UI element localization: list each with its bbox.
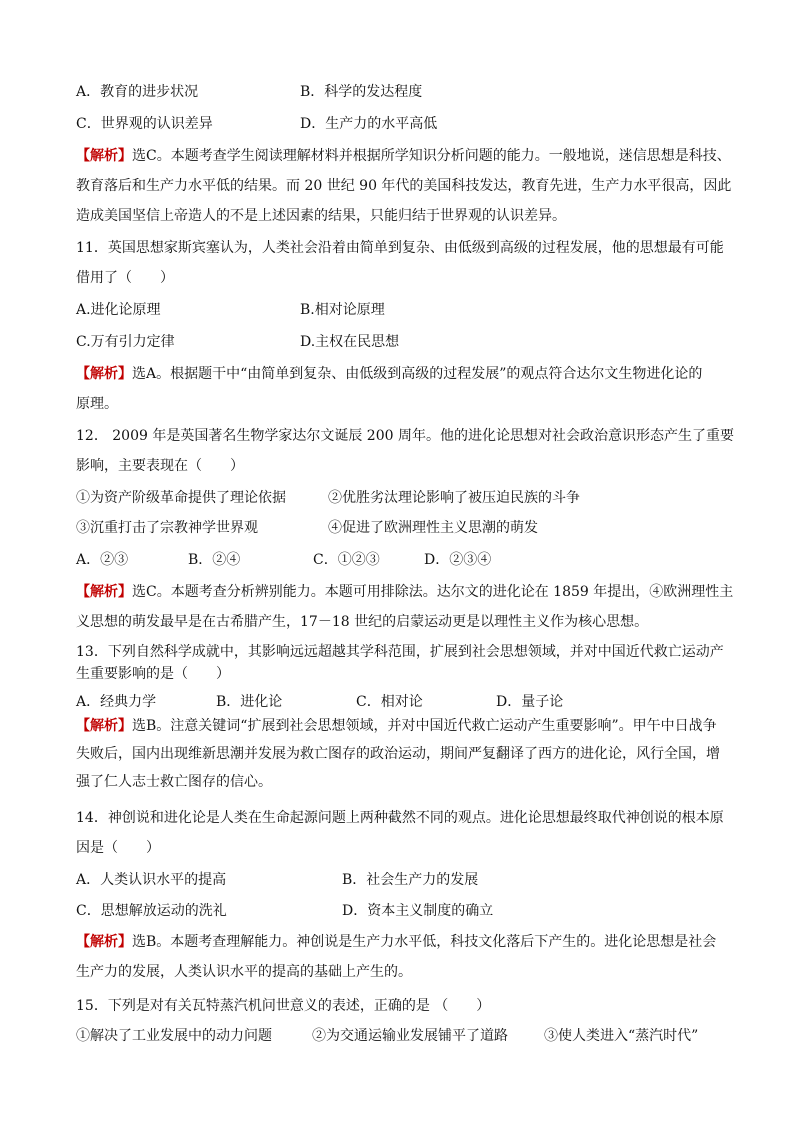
q10-analysis-line-1: 【解析】选C。本题考查学生阅读理解材料并根据所学知识分析问题的能力。一般地说，迷信思想是科技、 <box>76 148 731 164</box>
q12-option-a: A．②③ <box>76 552 129 568</box>
q13-option-c: C．相对论 <box>356 694 423 710</box>
q14-stem-line-1: 14．神创说和进化论是人类在生命起源问题上两种截然不同的观点。进化论思想最终取代神创说的根本原 <box>76 810 724 826</box>
q14-stem-line-2: 因是（ ） <box>76 840 160 856</box>
q15-stem: 15．下列是对有关瓦特蒸汽机问世意义的表述，正确的是 （ ） <box>76 998 491 1014</box>
q12-item-4: ④促进了欧洲理性主义思潮的萌发 <box>328 520 538 536</box>
q14-analysis-line-2: 生产力的发展，人类认识水平的提高的基础上产生的。 <box>76 964 412 980</box>
q10-analysis-line-3: 造成美国坚信上帝造人的不是上述因素的结果，只能归结于世界观的认识差异。 <box>76 208 566 224</box>
q11-analysis-line-2: 原理。 <box>76 396 118 412</box>
q10-analysis-line-2: 教育落后和生产力水平低的结果。而 20 世纪 90 年代的美国科技发达，教育先进，生产力水平很高，因此 <box>76 178 732 194</box>
q14-option-d: D．资本主义制度的确立 <box>342 903 494 919</box>
q12-item-2: ②优胜劣汰理论影响了被压迫民族的斗争 <box>328 490 580 506</box>
q15-item-3: ③使人类进入“蒸汽时代” <box>544 1028 699 1044</box>
analysis-tag: 【解析】 <box>76 584 132 600</box>
q14-option-c: C．思想解放运动的洗礼 <box>76 903 227 919</box>
q12-analysis-line-1: 【解析】选C。本题考查分析辨别能力。本题可用排除法。达尔文的进化论在 1859 年提出，④欧洲理性主 <box>76 584 734 600</box>
q15-item-1: ①解决了工业发展中的动力问题 <box>76 1028 272 1044</box>
q13-option-d: D．量子论 <box>496 694 564 710</box>
q12-item-1: ①为资产阶级革命提供了理论依据 <box>76 490 286 506</box>
analysis-tag: 【解析】 <box>76 934 132 950</box>
q11-option-a: A.进化论原理 <box>76 302 161 318</box>
q10-option-c: C．世界观的认识差异 <box>76 116 213 132</box>
q12-item-3: ③沉重打击了宗教神学世界观 <box>76 520 258 536</box>
q13-option-a: A．经典力学 <box>76 694 157 710</box>
analysis-tag: 【解析】 <box>76 366 132 382</box>
q12-stem-line-1: 12． 2009 年是英国著名生物学家达尔文诞辰 200 周年。他的进化论思想对社会政治意识形态产生了重要 <box>76 428 734 444</box>
q11-analysis-line-1: 【解析】选A。根据题干中“由简单到复杂、由低级到高级的过程发展”的观点符合达尔文生物进化论的 <box>76 366 703 382</box>
q12-option-b: B．②④ <box>188 552 241 568</box>
q11-option-c: C.万有引力定律 <box>76 334 175 350</box>
q13-analysis-line-3: 强了仁人志士救亡图存的信心。 <box>76 774 272 790</box>
q10-option-a: A．教育的进步状况 <box>76 84 199 100</box>
analysis-tag: 【解析】 <box>76 148 132 164</box>
q14-option-b: B．社会生产力的发展 <box>342 872 479 888</box>
analysis-tag: 【解析】 <box>76 718 132 734</box>
q12-analysis-line-2: 义思想的萌发最早是在古希腊产生，17－18 世纪的启蒙运动更是以理性主义作为核心思想。 <box>76 614 649 630</box>
q12-option-c: C．①②③ <box>313 552 380 568</box>
q10-option-d: D．生产力的水平高低 <box>300 116 438 132</box>
q13-analysis-line-2: 失败后，国内出现维新思潮并发展为救亡图存的政治运动，期间严复翻译了西方的进化论，风行全国，增 <box>76 746 720 762</box>
q11-option-d: D.主权在民思想 <box>300 334 400 350</box>
q11-option-b: B.相对论原理 <box>300 302 385 318</box>
q14-analysis-line-1: 【解析】选B。本题考查理解能力。神创说是生产力水平低，科技文化落后下产生的。进化论思想是社会 <box>76 934 717 950</box>
q13-option-b: B．进化论 <box>216 694 283 710</box>
q14-option-a: A．人类认识水平的提高 <box>76 872 227 888</box>
q11-stem-line-2: 借用了（ ） <box>76 270 174 286</box>
q10-option-b: B．科学的发达程度 <box>300 84 423 100</box>
q13-analysis-line-1: 【解析】选B。注意关键词“扩展到社会思想领域，并对中国近代救亡运动产生重要影响”。甲午中日战争 <box>76 718 717 734</box>
q11-stem-line-1: 11．英国思想家斯宾塞认为，人类社会沿着由简单到复杂、由低级到高级的过程发展，他的思想最有可能 <box>76 240 724 256</box>
q12-stem-line-2: 影响，主要表现在（ ） <box>76 458 244 474</box>
q13-stem-line-2: 生重要影响的是（ ） <box>76 666 230 682</box>
q15-item-2: ②为交通运输业发展铺平了道路 <box>312 1028 508 1044</box>
q13-stem-line-1: 13．下列自然科学成就中，其影响远远超越其学科范围，扩展到社会思想领域，并对中国近代救亡运动产 <box>76 644 724 660</box>
q12-option-d: D．②③④ <box>424 552 492 568</box>
